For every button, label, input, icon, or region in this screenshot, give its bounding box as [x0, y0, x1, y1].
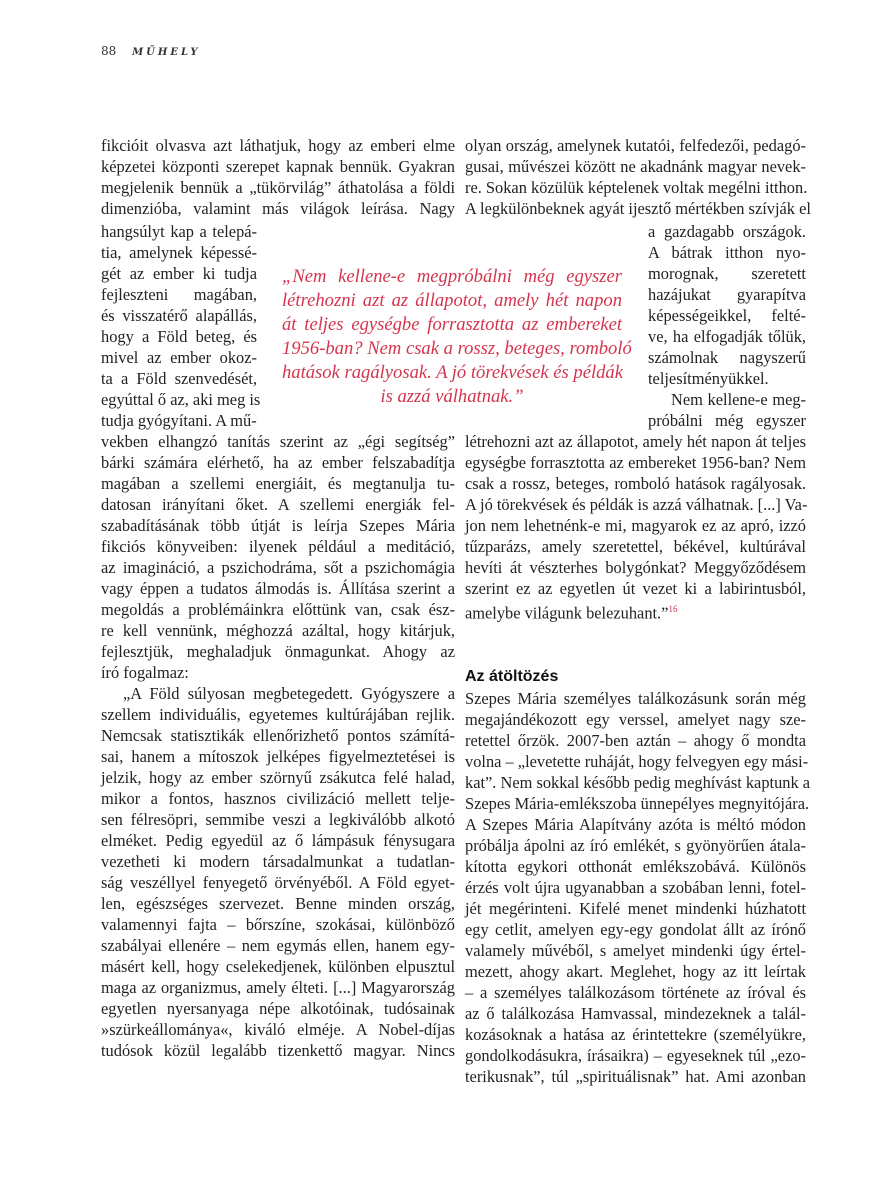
footnote-reference[interactable]: 16 — [668, 604, 678, 614]
body-line: megjelenik bennük a „tükörvilág” áthatolása a földi — [101, 178, 455, 197]
body-line: tűzparázs, amely szeretettel, békével, kultúrával — [465, 537, 806, 556]
body-line: teljesítményükkel. — [648, 369, 769, 388]
body-line: hevíti át vészterhes bolygónkat? Meggyőződésem — [465, 558, 806, 577]
body-line: a gazdagabb országok. — [648, 222, 806, 241]
body-line: próbálja ápolni az író emlékét, s gyönyörűen átala- — [465, 836, 806, 855]
body-line: az imagináció, a pszichodráma, sőt a pszichomágia — [101, 558, 455, 577]
body-line: – a személyes találkozásom története az íróval és — [465, 983, 806, 1002]
quote-line: ság veszéllyel fenyegető örvényéből. A Föld egyet- — [101, 873, 455, 892]
quote-line: sen félresöpri, semmibe veszi a legkiválóbb alkotó — [101, 810, 455, 829]
body-line: megoldás a problémáinkra előttünk van, csak ész- — [101, 600, 455, 619]
body-line: terikusnak”, túl „spirituálisnak” hat. Ami azonban — [465, 1067, 806, 1086]
body-line: mezett, ahogy akart. Meglehet, hogy az itt leírtak — [465, 962, 806, 981]
body-line: fejlesztjük, meghaladjuk önmagunkat. Ahogy az — [101, 642, 455, 661]
body-line: egyúttal ő az, aki meg is — [101, 390, 261, 409]
body-line: csak a rossz, beteges, romboló hatások ragályosak. — [465, 474, 806, 493]
body-line: retettel őrzök. 2007-ben aztán – ahogy ő mondta — [465, 731, 806, 750]
body-line: vekben elhangzó tanítás szerint az „égi segítség” — [101, 432, 455, 451]
body-line: A jó törekvések és példák is azzá válhatnak. [...] Va- — [465, 495, 808, 514]
quote-line: maga az organizmus, amely élteti. [...] Magyarország — [101, 978, 455, 997]
body-line: ve, ha elfogadják tőlük, — [648, 327, 806, 346]
quote-line: szellem individuális, egyetemes kultúrájában rejlik. — [101, 705, 455, 724]
pull-quote-line: hatások ragályosak. A jó törekvések és példák — [282, 362, 623, 383]
body-line: A bátrak itthon nyo- — [648, 243, 806, 262]
body-line: fikciós könyveiben: ilyenek például a meditáció, — [101, 537, 455, 556]
body-line: volna – „levetette ruháját, hogy felvegyen egy mási- — [465, 752, 809, 771]
body-line: kat”. Nem sokkal később pedig meghívást kaptunk a — [465, 773, 811, 792]
body-line: dimenzióba, valamint más világok leírása. Nagy — [101, 199, 455, 218]
section-title: MŰHELY — [132, 47, 201, 58]
body-line: tudja gyógyítani. A mű- — [101, 411, 257, 430]
body-line: valamely művéből, s amelyet mindenki úgy értel- — [465, 941, 806, 960]
body-line: író fogalmaz: — [101, 663, 189, 682]
body-line: jét megérinteni. Kifelé menet mindenki húzhatott — [465, 899, 806, 918]
body-line: megajándékozott egy verssel, amelyet nagy sze- — [465, 710, 806, 729]
body-line: kította egykori otthonát emlékszobává. Különös — [465, 857, 806, 876]
quote-line: »szürkeállománya«, kiváló elméje. A Nobel-díjas — [101, 1020, 455, 1039]
quote-line: egyetlen nyersanyaga népe alkotóinak, tudósainak — [101, 999, 455, 1018]
quote-line: vezetheti ki modern társadalmunkat a tudatlan- — [101, 852, 455, 871]
body-line: gondolkodásukra, írásaikra) – egyeseknek túl „ezo- — [465, 1046, 806, 1065]
body-line: Szepes Mária-emlékszoba ünnepélyes megnyitójára. — [465, 794, 810, 813]
body-line: hogy a Föld beteg, és — [101, 327, 257, 346]
body-line: gusai, művészei között ne akadnánk magyar nevek- — [465, 157, 806, 176]
section-heading: Az átöltözés — [465, 668, 559, 685]
body-line: az ő találkozása Hamvassal, mindezeknek a talál- — [465, 1004, 806, 1023]
quote-line: elméket. Pedig egyedül az ő lámpásuk fénysugara — [101, 831, 455, 850]
quote-line: tudósok közül legalább tizenkettő magyar. Nincs — [101, 1041, 455, 1060]
body-line: szerint ez az egyetlen út vezet ki a labirintusból, — [465, 579, 806, 598]
quote-line: szabályai ellenére – nem egymás ellen, hanem egy- — [101, 936, 455, 955]
body-line: gét az ember ki tudja — [101, 264, 257, 283]
body-line: A legkülönbeknek agyát ijesztő mértékben szívják el — [465, 199, 811, 218]
body-line: mivel az ember okoz- — [101, 348, 257, 367]
quote-line: Nemcsak statisztikák ellenőrizhető pontos számítá- — [101, 726, 455, 745]
pull-quote-line: 1956-ban? Nem csak a rossz, beteges, romboló — [282, 338, 632, 359]
pull-quote-line: „Nem kellene-e megpróbálni még egyszer — [282, 266, 622, 287]
page-number: 88 — [101, 44, 117, 58]
pull-quote-line: át teljes egységbe forrasztotta az embereket — [282, 314, 622, 335]
body-line: próbálni még egyszer — [648, 411, 806, 430]
body-line: érzés volt újra ugyanabban a szobában lenni, fotel- — [465, 878, 806, 897]
quote-line: másért kell, hogy cselekedjenek, különben elpusztul — [101, 957, 455, 976]
quote-line: valamennyi fajta – bőrszíne, szokásai, különböző — [101, 915, 455, 934]
body-line: és visszatérő alapállás, — [101, 306, 257, 325]
body-line: képességeikkel, felté- — [648, 306, 806, 325]
body-line: re. Sokan közülük képtelenek voltak megélni itthon. — [465, 178, 808, 197]
body-line: egy cetlit, amelyen egy-egy gondolat állt az írónő — [465, 920, 806, 939]
quote-line: jelzik, hogy az ember szörnyű zsákutca felé halad, — [101, 768, 455, 787]
body-line: tia, amelynek képessé- — [101, 243, 257, 262]
body-line: fikcióit olvasva azt láthatjuk, hogy az emberi elme — [101, 136, 455, 155]
body-line: datosan irányítani őket. A szellemi energiák fel- — [101, 495, 455, 514]
quote-line: sai, hanem a mítoszok jelképes figyelmeztetései is — [101, 747, 455, 766]
body-line: szabadításának több útját is leírja Szepes Mária — [101, 516, 455, 535]
body-line: fejleszteni magában, — [101, 285, 257, 304]
body-line: vagy éppen a tudatos álmodás is. Állítása szerint a — [101, 579, 455, 598]
pull-quote-line: is azzá válhatnak.” — [380, 386, 524, 407]
body-line: A Szepes Mária Alapítvány azóta is méltó módon — [465, 815, 806, 834]
body-line: jon nem lehetnénk-e mi, magyarok ez az apró, izzó — [465, 516, 806, 535]
body-line: amelybe világunk belezuhant.”$^{16}$ — [465, 603, 678, 623]
pull-quote-line: létrehozni azt az állapotot, amely hét napon — [282, 290, 622, 311]
quote-line: „A Föld súlyosan megbetegedett. Gyógyszere a — [123, 684, 455, 703]
body-line: morognak, szeretett — [648, 264, 806, 283]
body-line: re kell vennünk, méghozzá azáltal, hogy kitárjuk, — [101, 621, 455, 640]
body-line: képzetei központi szerepet kapnak bennük. Gyakran — [101, 157, 455, 176]
quote-line: len, egészséges szervezet. Benne minden ország, — [101, 894, 455, 913]
body-line: Szepes Mária személyes találkozásunk során még — [465, 689, 806, 708]
body-line: bárki számára elérhető, ha az ember felszabadítja — [101, 453, 455, 472]
body-line: számolnak nagyszerű — [648, 348, 806, 367]
body-line: létrehozni azt az állapotot, amely hét napon át teljes — [465, 432, 806, 451]
running-header — [101, 44, 201, 58]
body-line: egységbe forrasztotta az embereket 1956-ban? Nem — [465, 453, 806, 472]
body-line: hazájukat gyarapítva — [648, 285, 806, 304]
quote-line: mikor a fontos, hasznos civilizáció mellett telje- — [101, 789, 455, 808]
body-line: olyan ország, amelynek kutatói, felfedezői, pedagó- — [465, 136, 806, 155]
body-line: Nem kellene-e meg- — [671, 390, 806, 409]
body-line: ta a Föld szenvedését, — [101, 369, 257, 388]
body-line: magában a szellemi energiáit, és megtanulja tu- — [101, 474, 455, 493]
body-line: hangsúlyt kap a telepá- — [101, 222, 257, 241]
body-line: kozásoknak a hatása az érintettekre (személyükre, — [465, 1025, 806, 1044]
